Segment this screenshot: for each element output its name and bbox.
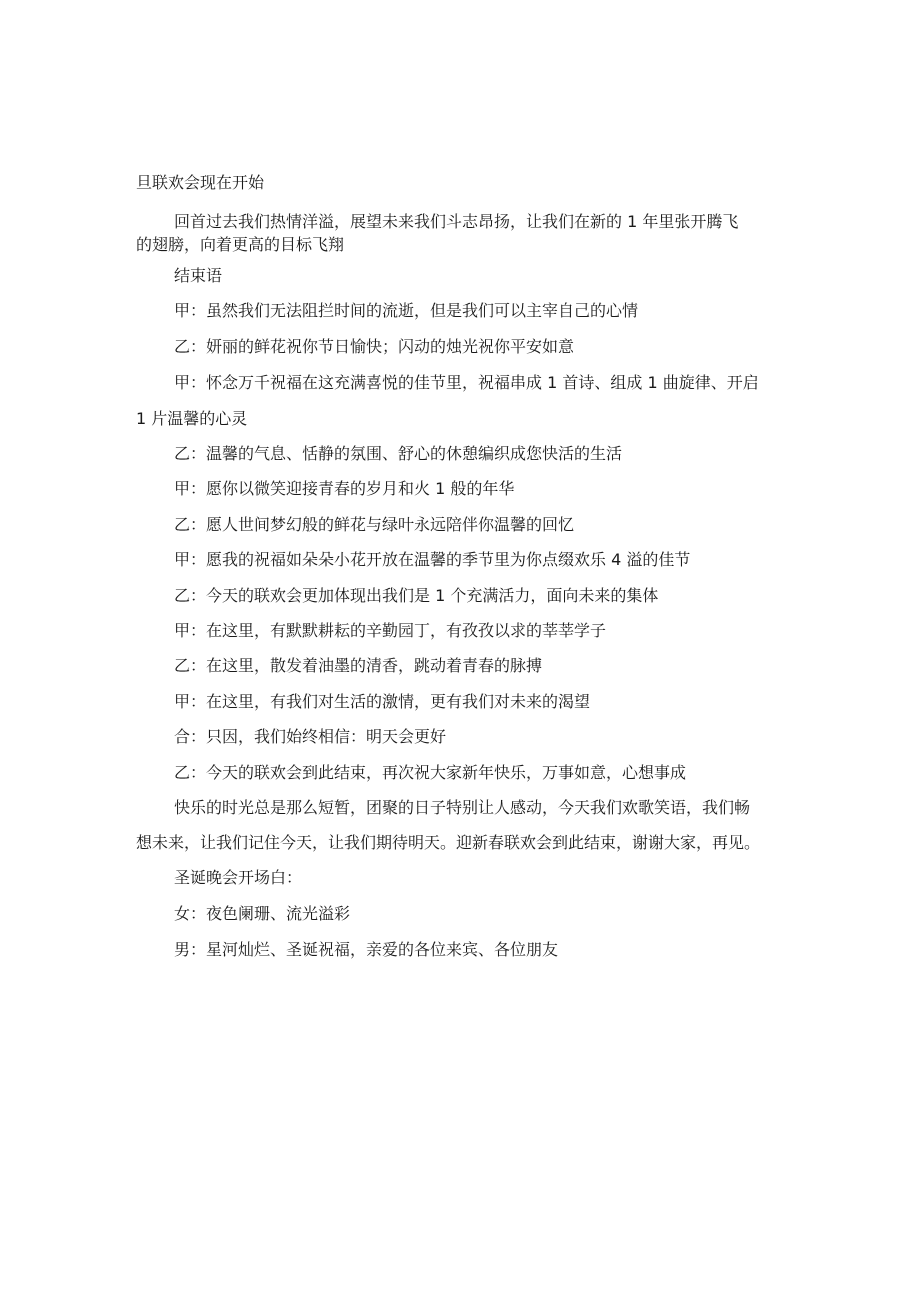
text-line: 男：星河灿烂、圣诞祝福，亲爱的各位来宾、各位朋友 bbox=[174, 940, 559, 959]
text-line: 甲：虽然我们无法阻拦时间的流逝，但是我们可以主宰自己的心情 bbox=[174, 301, 639, 320]
text-line: 乙：温馨的气息、恬静的氛围、舒心的休憩编织成您快活的生活 bbox=[174, 444, 623, 463]
text-line: 旦联欢会现在开始 bbox=[136, 173, 265, 192]
text-line: 的翅膀，向着更高的目标飞翔 bbox=[136, 235, 345, 254]
text-line: 快乐的时光总是那么短暂，团聚的日子特别让人感动，今天我们欢歌笑语，我们畅 bbox=[174, 798, 751, 817]
text-line: 甲：在这里，有我们对生活的激情，更有我们对未来的渴望 bbox=[174, 692, 591, 711]
text-line: 想未来，让我们记住今天，让我们期待明天。迎新春联欢会到此结束，谢谢大家，再见。 bbox=[136, 833, 761, 852]
text-line: 1 片温馨的心灵 bbox=[136, 409, 248, 428]
text-line: 乙：愿人世间梦幻般的鲜花与绿叶永远陪伴你温馨的回忆 bbox=[174, 515, 575, 534]
text-line: 甲：愿你以微笑迎接青春的岁月和火 1 般的年华 bbox=[174, 479, 515, 498]
text-line: 甲：愿我的祝福如朵朵小花开放在温馨的季节里为你点缀欢乐 4 溢的佳节 bbox=[174, 550, 691, 569]
section-heading: 结束语 bbox=[174, 266, 223, 285]
text-line: 女：夜色阑珊、流光溢彩 bbox=[174, 904, 351, 923]
text-line: 乙：今天的联欢会更加体现出我们是 1 个充满活力，面向未来的集体 bbox=[174, 586, 659, 605]
text-line: 乙：今天的联欢会到此结束，再次祝大家新年快乐，万事如意，心想事成 bbox=[174, 763, 687, 782]
section-heading: 圣诞晚会开场白： bbox=[174, 868, 303, 887]
text-line: 回首过去我们热情洋溢，展望未来我们斗志昂扬，让我们在新的 1 年里张开腾飞 bbox=[174, 212, 739, 231]
text-line: 乙：在这里，散发着油墨的清香，跳动着青春的脉搏 bbox=[174, 656, 543, 675]
text-line: 合：只因，我们始终相信：明天会更好 bbox=[174, 727, 447, 746]
text-line: 甲：在这里，有默默耕耘的辛勤园丁，有孜孜以求的莘莘学子 bbox=[174, 621, 607, 640]
text-line: 乙：妍丽的鲜花祝你节日愉快；闪动的烛光祝你平安如意 bbox=[174, 337, 575, 356]
text-line: 甲：怀念万千祝福在这充满喜悦的佳节里，祝福串成 1 首诗、组成 1 曲旋律、开启 bbox=[174, 373, 759, 392]
